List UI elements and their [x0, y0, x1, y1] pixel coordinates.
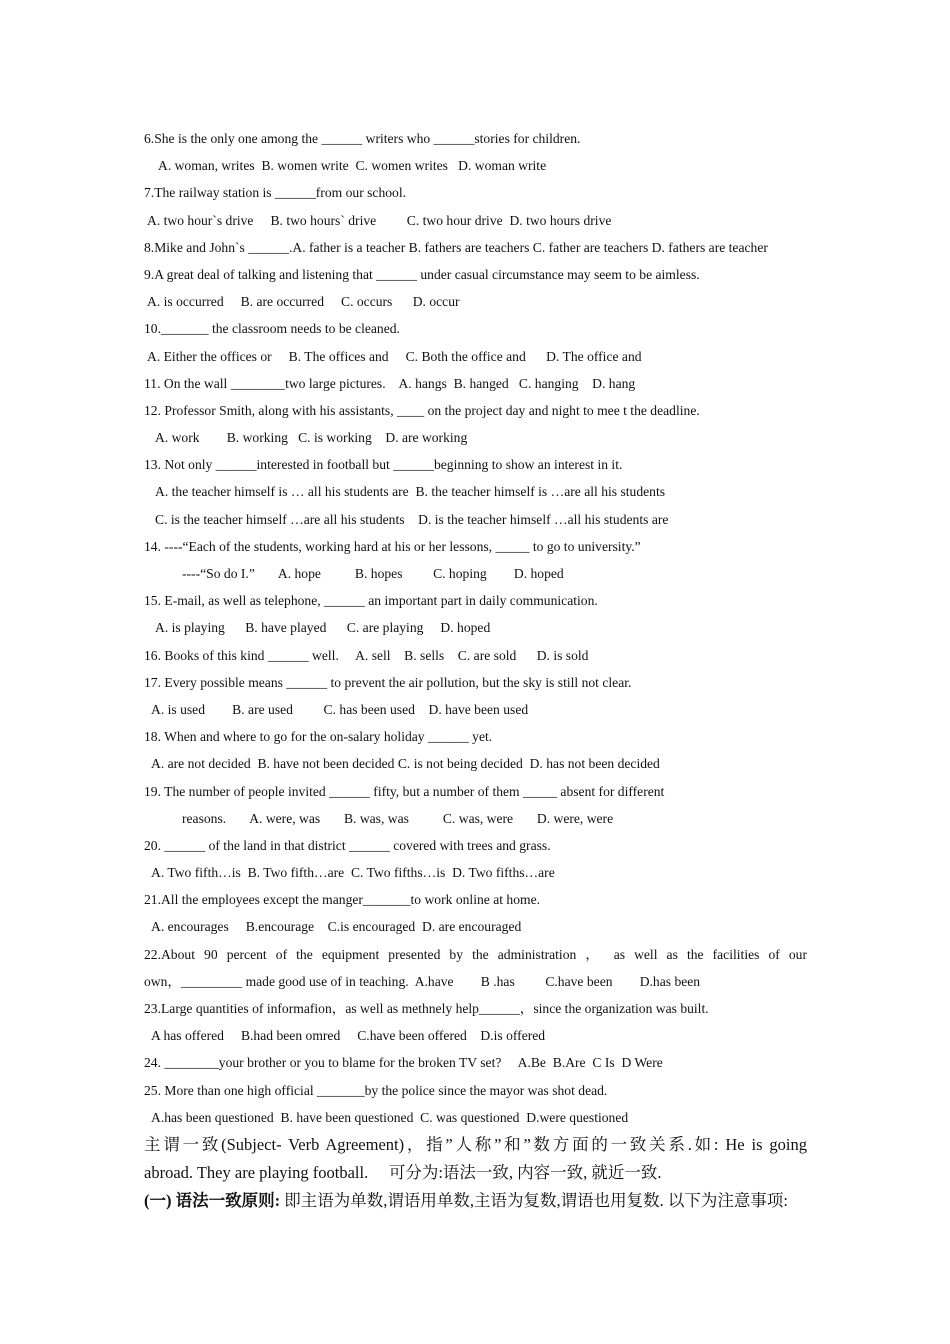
question-21-stem: 21.All the employees except the manger_______to work online at home.: [144, 892, 541, 908]
question-24-stem: 24. ________your brother or you to blame for the broken TV set? A.Be B.Are C Is D Were: [144, 1055, 663, 1071]
question-19-options: reasons. A. were, was B. was, was C. was, were D. were, were: [182, 810, 614, 826]
question-7-options: A. two hour`s drive B. two hours` drive C. two hour drive D. two hours drive: [147, 212, 612, 228]
question-18-options: A. are not decided B. have not been decided C. is not being decided D. has not been decided: [151, 756, 660, 772]
question-7-stem: 7.The railway station is ______from our school.: [144, 185, 407, 201]
question-18-stem: 18. When and where to go for the on-salary holiday ______ yet.: [144, 729, 493, 745]
question-21-options: A. encourages B.encourage C.is encouraged D. are encouraged: [151, 919, 522, 935]
question-23-stem: 23.Large quantities of informafion，as well as methnely help______，since the organization was built.: [144, 1001, 709, 1016]
question-22-options: own，_________ made good use of in teaching. A.have B .has C.have been D.has been: [144, 973, 701, 989]
question-13-stem: 13. Not only ______interested in football but ______beginning to show an interest in it.: [144, 457, 623, 473]
question-14-stem: 14. ----“Each of the students, working hard at his or her lessons, _____ to go to university.”: [144, 538, 641, 554]
question-25-stem: 25. More than one high official _______by the police since the mayor was shot dead.: [144, 1082, 608, 1098]
question-16-stem: 16. Books of this kind ______ well. A. sell B. sells C. are sold D. is sold: [144, 647, 589, 663]
question-6-options: A. woman, writes B. women write C. women writes D. woman write: [158, 158, 547, 174]
question-17-options: A. is used B. are used C. has been used D. have been used: [151, 701, 529, 717]
question-17-stem: 17. Every possible means ______ to prevent the air pollution, but the sky is still not clear.: [144, 674, 632, 690]
question-10-options: A. Either the offices or B. The offices and C. Both the office and D. The office and: [147, 348, 642, 364]
question-13-options-continued: C. is the teacher himself …are all his students D. is the teacher himself …all his students are: [155, 511, 669, 527]
question-20-stem: 20. ______ of the land in that district ______ covered with trees and grass.: [144, 837, 551, 853]
question-10-stem: 10._______ the classroom needs to be cleaned.: [144, 321, 400, 337]
question-15-options: A. is playing B. have played C. are playing D. hoped: [155, 620, 491, 636]
question-9-stem: 9.A great deal of talking and listening that ______ under casual circumstance may seem to be aimless.: [144, 266, 700, 282]
question-6-stem: 6.She is the only one among the ______ writers who ______stories for children.: [144, 131, 581, 146]
question-25-options: A.has been questioned B. have been questioned C. was questioned D.were questioned: [151, 1109, 629, 1125]
question-12-stem: 12. Professor Smith, along with his assistants, ____ on the project day and night to mee t the deadline.: [144, 402, 700, 418]
intro-line-2: abroad. They are playing football. 可分为:语法一致, 内容一致, 就近一致.: [144, 1162, 662, 1182]
question-13-options: A. the teacher himself is … all his students are B. the teacher himself is …are all his students: [155, 484, 666, 500]
question-14-options: ----“So do I.” A. hope B. hopes C. hoping D. hoped: [182, 566, 564, 581]
question-9-options: A. is occurred B. are occurred C. occurs D. occur: [147, 294, 460, 310]
section-heading: (一) 语法一致原则:: [144, 1190, 281, 1210]
question-20-options: A. Two fifth…is B. Two fifth…are C. Two fifths…is D. Two fifths…are: [151, 865, 555, 881]
section-text: 即主语为单数,谓语用单数,主语为复数,谓语也用复数. 以下为注意事项:: [280, 1190, 788, 1210]
question-list: [0, 125, 950, 1215]
question-11-stem: 11. On the wall ________two large pictures. A. hangs B. hanged C. hanging D. hang: [144, 375, 636, 391]
question-23-options: A has offered B.had been omred C.have been offered D.is offered: [151, 1028, 546, 1044]
section-heading-line: [0, 1187, 807, 1215]
question-22-stem: 22.About 90 percent of the equipment presented by the administration ， as well as the facilities of our: [144, 946, 807, 962]
question-12-options: A. work B. working C. is working D. are working: [155, 430, 468, 446]
question-8-stem: 8.Mike and John`s ______.A. father is a teacher B. fathers are teachers C. father are teachers D. fathers are teacher: [144, 239, 768, 255]
question-15-stem: 15. E-mail, as well as telephone, ______ an important part in daily communication.: [144, 593, 598, 609]
intro-line-1: 主谓一致(Subject- Verb Agreement)，指”人称”和”数方面的一致关系.如: He is going: [144, 1134, 807, 1154]
question-19-stem: 19. The number of people invited ______ fifty, but a number of them _____ absent for different: [144, 783, 665, 799]
